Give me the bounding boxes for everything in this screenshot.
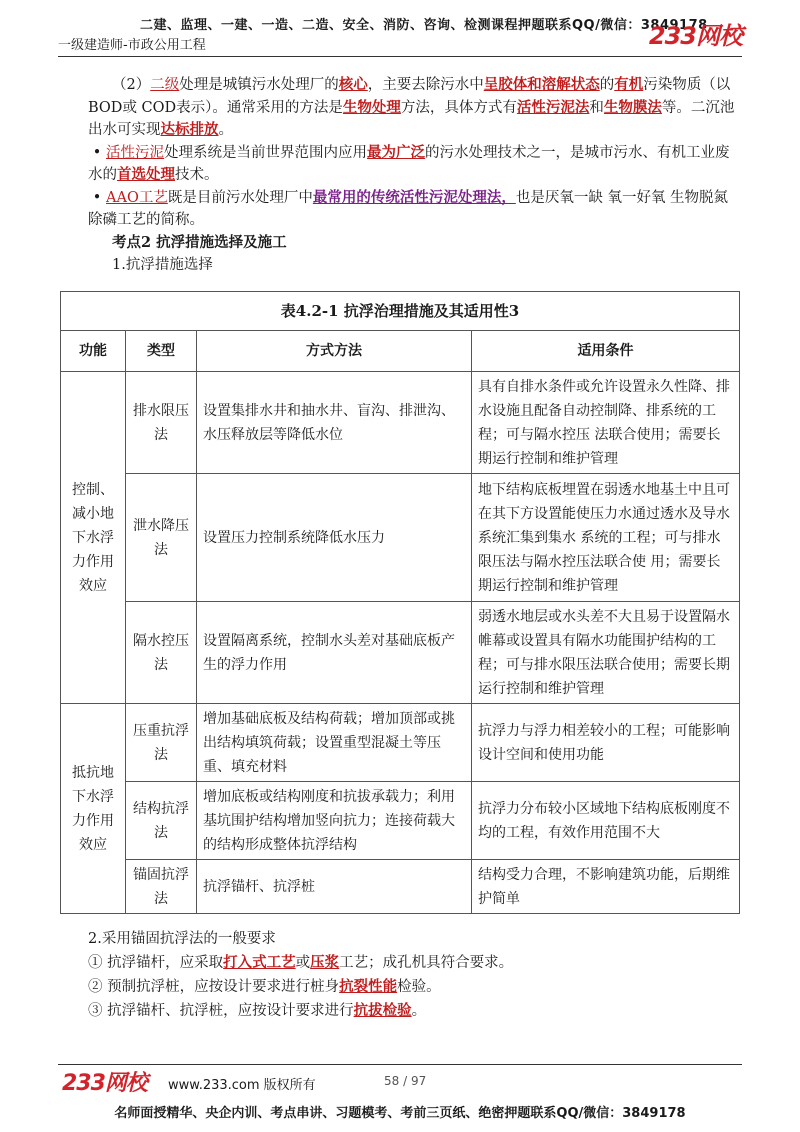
row-type: 压重抗浮法 [126,704,197,782]
footer-site: www.233.com 版权所有 [168,1078,316,1093]
table-title: 表4.2-1 抗浮治理措施及其适用性3 [61,292,740,331]
header-method: 方式方法 [197,331,472,372]
section-heading: 考点2 抗浮措施选择及施工 [112,233,287,251]
bullet-aao: • AAO工艺既是目前污水处理厂中最常用的传统活性污泥处理法，也是厌氧一缺 氧一好氧 生物脱氮除磷工艺的简称。 [88,188,729,228]
row-method: 抗浮锚杆、抗浮桩 [197,860,472,914]
row-type: 锚固抗浮法 [126,860,197,914]
subsection-heading-2: 2.采用锚固抗浮法的一般要求 [88,931,276,947]
anchor-requirements [88,928,738,1023]
requirement-item: ② 预制抗浮桩，应按设计要求进行桩身抗裂性能检验。 [88,978,441,995]
table-row [61,782,740,860]
header-function: 功能 [61,331,126,372]
subsection-heading: 1.抗浮措施选择 [112,257,213,273]
row-type: 隔水控压法 [126,602,197,704]
table-row [61,602,740,704]
table-row [61,704,740,782]
header-divider [58,56,742,57]
row-method: 增加底板或结构刚度和抗拔承载力；利用基坑围护结构增加竖向抗力；连接荷载大的结构形成整体抗浮结构 [197,782,472,860]
row-condition: 弱透水地层或水头差不大且易于设置隔水帷幕或设置具有隔水功能围护结构的工程；可与排水限压法联合使用；需要长期运行控制和维护管理 [472,602,740,704]
header-type: 类型 [126,331,197,372]
row-method: 设置隔离系统，控制水头差对基础底板产生的浮力作用 [197,602,472,704]
page-number: 58 / 97 [384,1074,427,1088]
row-condition: 地下结构底板埋置在弱透水地基土中且可在其下方设置能使压力水通过透水及导水系统汇集到集水 系统的工程；可与排水限压法与隔水控压法联合使 用；需要长期运行控制和维护管理 [472,474,740,602]
footer-logo: 233网校 [62,1071,147,1096]
body-text [88,74,738,277]
footer-promo: 名师面授精华、央企内训、考点串讲、习题模考、考前三页纸、绝密押题联系QQ/微信：3849178 [114,1106,686,1121]
table-header-row [61,331,740,372]
table-row [61,372,740,474]
paragraph-secondary-treatment: （2）二级处理是城镇污水处理厂的核心，主要去除污水中呈胶体和溶解状态的有机污染物质（以BOD或 COD表示）。通常采用的方法是生物处理方法，具体方式有活性污泥法和生物膜法等。二沉池出水可实现达标排放。 [88,76,735,138]
row-condition: 具有自排水条件或允许设置永久性降、排水设施且配备自动控制降、排系统的工程；可与隔水控压 法联合使用；需要长期运行控制和维护管理 [472,372,740,474]
anti-float-table [60,291,740,914]
brand-logo: 233网校 [648,22,742,50]
header-condition: 适用条件 [472,331,740,372]
row-method: 设置集排水井和抽水井、盲沟、排泄沟、水压释放层等降低水位 [197,372,472,474]
header-subtitle: 一级建造师-市政公用工程 [58,38,206,53]
row-condition: 抗浮力分布较小区域地下结构底板刚度不均的工程，有效作用范围不大 [472,782,740,860]
row-type: 结构抗浮法 [126,782,197,860]
header-contact-line: 二建、监理、一建、一造、二造、安全、消防、咨询、检测课程押题联系QQ/微信：3849178 [140,18,708,33]
row-method: 设置压力控制系统降低水压力 [197,474,472,602]
row-type: 泄水降压法 [126,474,197,602]
table-row [61,860,740,914]
table-row [61,474,740,602]
group-resist-cell: 抵抗地下水浮力作用效应 [61,704,126,914]
bullet-activated-sludge: • 活性污泥处理系统是当前世界范围内应用最为广泛的污水处理技术之一，是城市污水、有机工业废水的首选处理技术。 [88,143,730,183]
group-control-cell: 控制、减小地下水浮力作用效应 [61,372,126,704]
footer-divider [58,1064,742,1065]
row-method: 增加基础底板及结构荷载；增加顶部或挑出结构填筑荷载；设置重型混凝土等压重、填充材料 [197,704,472,782]
row-condition: 结构受力合理，不影响建筑功能，后期维护简单 [472,860,740,914]
row-type: 排水限压法 [126,372,197,474]
requirement-item: ① 抗浮锚杆，应采取打入式工艺或压浆工艺；成孔机具符合要求。 [88,954,514,971]
row-condition: 抗浮力与浮力相差较小的工程；可能影响设计空间和使用功能 [472,704,740,782]
requirement-item: ③ 抗浮锚杆、抗浮桩，应按设计要求进行抗拔检验。 [88,1002,427,1019]
